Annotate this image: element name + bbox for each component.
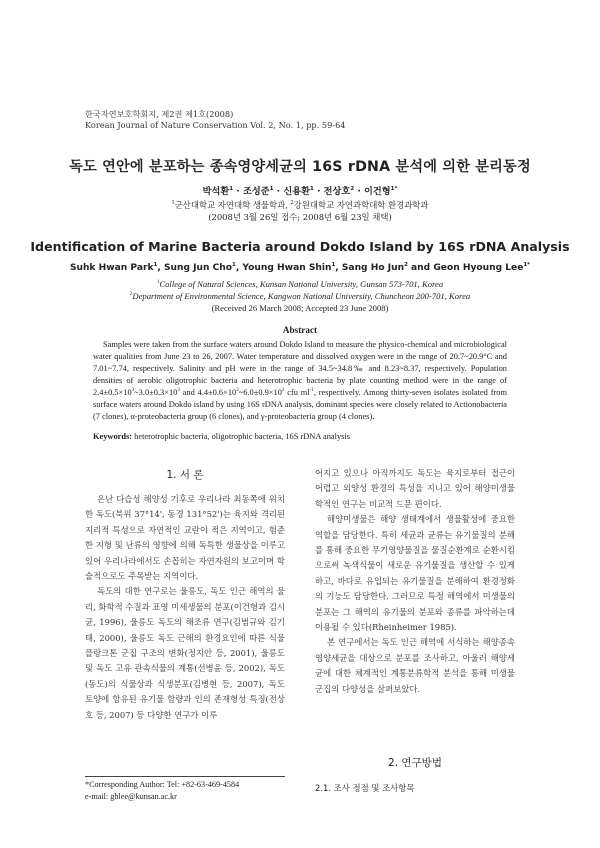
english-authors: Suhk Hwan Park$^1$, Sung Jun Cho$^1$, Young Hwan Shin$^1$, Sang Ho Jun$^2$ and Geon Hyoung Lee$^{1*}$: [69, 261, 531, 273]
journal-citation: [85, 109, 345, 131]
intro-paragraph-4: 본 연구에서는 독도 인근 해역에 서식하는 해양종속영양세균을 대상으로 분포를 조사하고, 아울러 해양세균에 대한 체계적인 계통분류학적 분석을 통해 미생물 군집의 다양성을 살펴보았다.: [315, 637, 515, 694]
section1-title: 1. 서 론: [166, 469, 204, 481]
intro-paragraph-1: 온난 다습성 해양성 기후로 우리나라 최동쪽에 위치한 독도(북위 37°14', 동경 131°52')는 육지와 격리된 지리적 특성으로 자연적인 교란이 적은 지역이고, 험준한 지형 및 난류의 영향에 의해 독특한 생물상을 이루고 있어 우리나라에서도 손꼽히는 자연자원의 보고이며 학술적으로도 주목받는 지역이다.: [85, 494, 285, 582]
intro-paragraph-2-cont: 어지고 있으나 아직까지도 독도는 육지로부터 접근이 어렵고 외양성 환경의 특성을 지니고 있어 해양미생물학적인 연구는 비교적 드문 편이다.: [315, 468, 515, 509]
keywords: Keywords: heterotrophic bacteria, oligotrophic bacteria, 16S rDNA analysis: [93, 432, 350, 441]
korean-title: 독도 연안에 분포하는 종속영양세균의 16S rDNA 분석에 의한 분리동정: [69, 159, 531, 175]
section2-title: 2. 연구방법: [388, 757, 442, 769]
korean-dates: (2008년 3월 26일 접수; 2008년 6월 23일 채택): [208, 212, 392, 222]
footnote: [85, 779, 239, 802]
subsection-2-1: 2.1. 조사 정점 및 조사항목: [315, 783, 415, 793]
corresponding-author: *Corresponding Author: Tel: +82-63-469-4584: [85, 780, 240, 789]
korean-affiliations: $^1$군산대학교 자연대학 생물학과, $^2$강원대학교 자연과학대학 환경과학과 (2008년 3월 26일 접수; 2008년 6월 23일 채택): [0, 199, 600, 223]
english-title: Identification of Marine Bacteria around Dokdo Island by 16S rDNA Analysis: [30, 239, 570, 254]
journal-english: Korean Journal of Nature Conservation Vol. 2, No. 1, pp. 59-64: [85, 120, 346, 130]
intro-left-column: [85, 492, 285, 723]
intro-paragraph-2: 독도의 대한 연구로는 울릉도, 독도 인근 해역의 물리, 화학적 수질과 표영 미세생물의 분포(이건형과 김시균, 1996), 울릉도 독도의 해조류 연구(김범규와 김기태, 2000), 울릉도 독도 근해의 환경요인에 따른 식물플랑크톤 군집 구조의 변화(정지안 등, 2001), 울릉도 및 독도 고유 관속식물의 계통(선병윤 등, 2002), 독도(동도)의 식물상과 식생분포(김병현 등, 2007), 독도 토양에 함유된 유기물 함량과 인의 존재형성 특징(전상호 등, 2007) 등 다양한 연구가 이루: [85, 586, 285, 720]
korean-authors: 박석환$^1$ · 조성준$^1$ · 신용환$^1$ · 전상호$^2$ · 이건형$^{1*}$: [202, 185, 398, 197]
abstract-heading: Abstract: [282, 325, 318, 335]
intro-right-column: [315, 466, 515, 697]
english-affiliations: $^1$College of Natural Sciences, Kunsan National University, Gunsan 573-701, Korea $^2$Department of Environmental Science, Kangwon National University, Chuncheon 200-701, Korea (Received 26 March 2008; Accepted 23 June 2008): [0, 278, 600, 314]
intro-paragraph-3: 해양미생물은 해양 생태계에서 생물활성에 중요한 역할을 담당한다. 특히 세균과 균류는 유기물질의 분해를 통해 중요한 무기영양물질을 물질순환계로 순환시킴으로써 녹색식물이 새로운 유기물질을 생산할 수 있게 하고, 바다로 유입되는 유기물질을 분해하여 환경정화의 기능도 담당한다. 그러므로 특정 해역에서 미생물의 분포는 그 해역의 유기물의 분포와 종류를 파악하는데 이용될 수 있다(Rheinheimer 1985).: [315, 514, 515, 633]
journal-korean: 한국자연보호학회지, 제2권 제1호(2008): [85, 109, 234, 119]
corresponding-email: e-mail: ghlee@kunsan.ac.kr: [85, 791, 177, 801]
abstract-body: Samples were taken from the surface waters around Dokdo Island to measure the physico-chemical and microbiological water qualities from June 23 to 26, 2007. Water temperature and dissolved oxygen were in the range of 20.7~20.9°C and 7.01~7.74, respectively. Salinity and pH were in the range of 34.5~34.8‰ and 8.23~8.37, respectively. Population densities of aerobic oligotrophic bacteria and heterotrophic bacteria by plate counting method were in the range of $2.4\pm 0.5\times 10^3\sim 3.0\pm 0.3\times 10^3$ and $4.4\pm 0.6\times 10^2\sim 6.0\pm 0.9\times 10^2$ cfu $ml^{-1}$, respectively. Among thirty-seven isolates isolated from surface waters around Dokdo island by using 16S rDNA analysis, dominant species were closely related to Actionobacteria (7 clones), α-proteobacteria group (6 clones), and γ-proteobacteria group (4 clones).: [93, 340, 507, 421]
english-dates: (Received 26 March 2008; Accepted 23 June 2008): [211, 303, 389, 313]
footnote-rule: [85, 776, 285, 777]
